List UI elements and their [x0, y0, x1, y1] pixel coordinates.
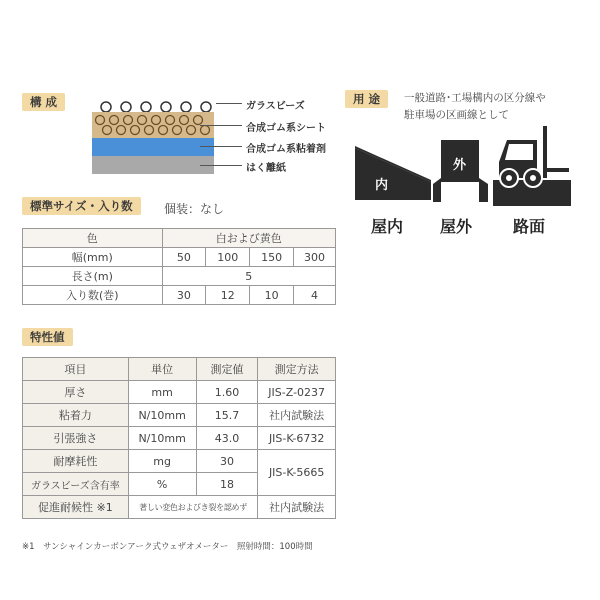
cell-method: JIS-K-6732	[258, 427, 336, 450]
width-value: 150	[250, 248, 294, 267]
glass-beads-icon	[92, 99, 214, 113]
caption-outdoor: 屋外	[440, 217, 473, 236]
cell-method: JIS-K-5665	[258, 450, 336, 496]
caption-road: 路面	[513, 217, 546, 236]
usage-title: 用 途	[345, 90, 388, 108]
quantity-value: 4	[294, 286, 336, 305]
table-row	[23, 496, 336, 519]
table-row	[23, 427, 336, 450]
cell-unit: N/10mm	[128, 404, 196, 427]
cell-item: 厚さ	[23, 381, 129, 404]
packaging-text: 個装：なし	[164, 202, 225, 216]
layer-label-adhesive: 合成ゴム系粘着剤	[246, 144, 326, 155]
header-item: 項目	[23, 358, 129, 381]
properties-title: 特性値	[22, 328, 73, 346]
table-row	[23, 404, 336, 427]
quantity-value: 12	[206, 286, 250, 305]
cell-unit: N/10mm	[128, 427, 196, 450]
cell-item: 引張強さ	[23, 427, 129, 450]
cell-value: 18	[196, 473, 258, 496]
header-value: 測定値	[196, 358, 258, 381]
properties-table	[22, 357, 336, 519]
usage-text-line2: 駐車場の区画線として	[404, 109, 509, 121]
indoor-ramp-icon	[355, 146, 431, 202]
quantity-value: 30	[162, 286, 206, 305]
table-row	[23, 286, 336, 305]
width-value: 100	[206, 248, 250, 267]
cell-unit: mg	[128, 450, 196, 473]
row-label-length: 長さ(m)	[23, 267, 163, 286]
row-label-width: 幅(mm)	[23, 248, 163, 267]
cell-value: 15.7	[196, 404, 258, 427]
row-label-quantity: 入り数(巻)	[23, 286, 163, 305]
cell-method: JIS-Z-0237	[258, 381, 336, 404]
width-value: 50	[162, 248, 206, 267]
cell-value: 43.0	[196, 427, 258, 450]
composition-title: 構 成	[22, 93, 65, 111]
standard-size-table	[22, 228, 336, 305]
usage-text-line1: 一般道路･工場構内の区分線や	[404, 92, 546, 104]
table-row	[23, 229, 336, 248]
cell-item: 耐摩耗性	[23, 450, 129, 473]
layer-label-sheet: 合成ゴム系シート	[246, 123, 326, 134]
glass-beads-layer	[92, 98, 214, 112]
layer-label-liner: はく離紙	[246, 163, 286, 174]
table-row	[23, 450, 336, 473]
header-unit: 単位	[128, 358, 196, 381]
color-value: 白および黄色	[162, 229, 335, 248]
outdoor-badge: 外	[453, 158, 467, 173]
length-value: 5	[162, 267, 335, 286]
quantity-value: 10	[250, 286, 294, 305]
rubber-sheet-layer	[92, 112, 214, 138]
cell-result: 著しい変色およびき裂を認めず	[128, 496, 258, 519]
standard-title: 標準サイズ・入り数	[22, 197, 141, 215]
cell-item: 促進耐候性 ※1	[23, 496, 129, 519]
cell-unit: mm	[128, 381, 196, 404]
cell-method: 社内試験法	[258, 496, 336, 519]
layer-label-beads: ガラスビーズ	[246, 101, 305, 112]
cell-unit: %	[128, 473, 196, 496]
caption-indoor: 屋内	[371, 217, 404, 236]
cell-method: 社内試験法	[258, 404, 336, 427]
indoor-badge: 内	[375, 178, 389, 193]
table-row	[23, 248, 336, 267]
cell-value: 1.60	[196, 381, 258, 404]
cell-item: 粘着力	[23, 404, 129, 427]
outdoor-icon	[433, 140, 488, 202]
cell-item: ガラスビーズ含有率	[23, 473, 129, 496]
width-value: 300	[294, 248, 336, 267]
table-header-row	[23, 358, 336, 381]
table-row	[23, 267, 336, 286]
table-row	[23, 381, 336, 404]
cell-value: 30	[196, 450, 258, 473]
header-method: 測定方法	[258, 358, 336, 381]
row-label-color: 色	[23, 229, 163, 248]
release-liner-layer	[92, 156, 214, 174]
footnote: ※1 サンシャインカーボンアーク式ウェザオメーター 照射時間：100時間	[22, 542, 313, 552]
adhesive-layer	[92, 138, 214, 156]
road-forklift-icon	[493, 124, 571, 206]
